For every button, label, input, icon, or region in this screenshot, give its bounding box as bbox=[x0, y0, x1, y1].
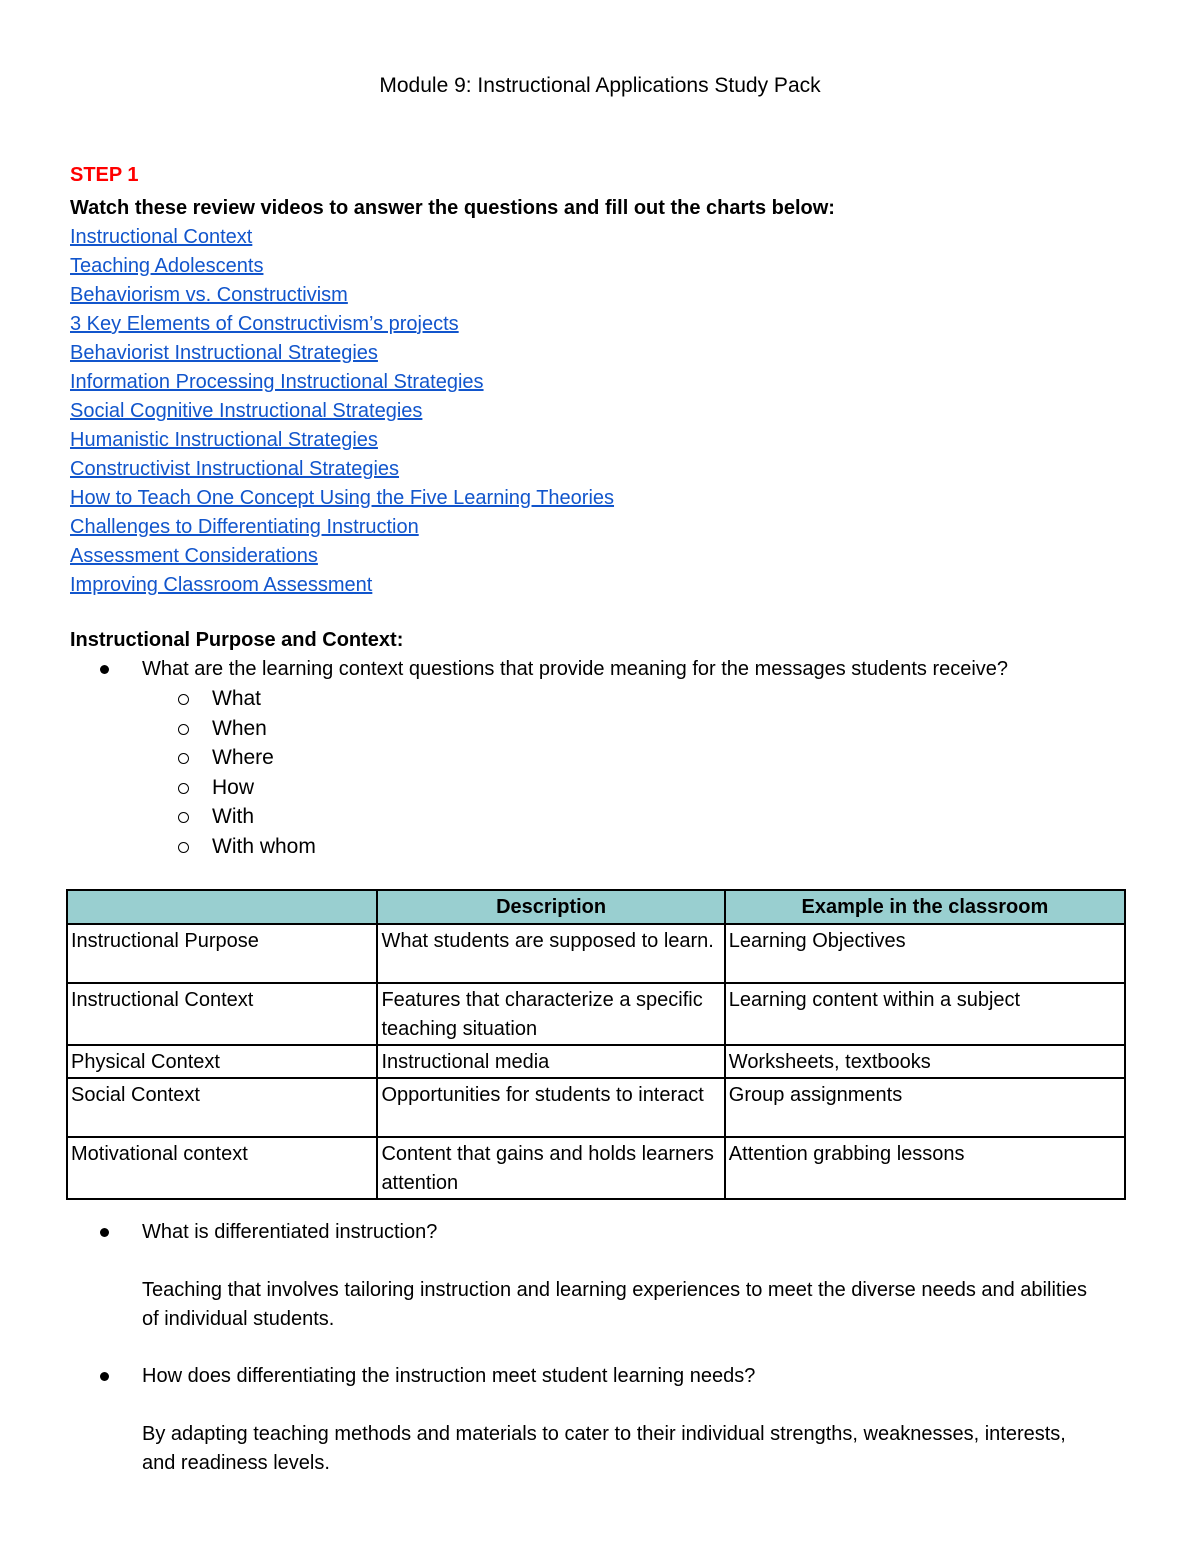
sub-item-text: What bbox=[212, 687, 262, 710]
bullet-icon bbox=[100, 665, 109, 674]
table-cell: Group assignments bbox=[725, 1078, 1125, 1137]
table-cell: Features that characterize a specific teaching situation bbox=[377, 983, 724, 1045]
answer-text: Teaching that involves tailoring instruction and learning experiences to meet the diverse needs and abilities of individual students. bbox=[142, 1279, 1088, 1330]
table-cell: Instructional media bbox=[377, 1045, 724, 1078]
table-row bbox=[67, 1045, 1125, 1078]
circle-bullet-icon bbox=[178, 753, 189, 764]
table-cell: Social Context bbox=[67, 1078, 377, 1137]
list-item bbox=[70, 456, 614, 485]
list-item bbox=[70, 282, 614, 311]
list-item bbox=[70, 398, 614, 427]
table-cell: Content that gains and holds learners attention bbox=[377, 1137, 724, 1199]
step-label: STEP 1 bbox=[70, 164, 139, 186]
list-item bbox=[70, 514, 614, 543]
link-five-learning-theories[interactable]: How to Teach One Concept Using the Five Learning Theories bbox=[70, 487, 615, 509]
link-instructional-context[interactable]: Instructional Context bbox=[70, 226, 253, 248]
table-cell: Motivational context bbox=[67, 1137, 377, 1199]
sub-item-text: When bbox=[212, 716, 267, 740]
link-key-elements-constructivism[interactable]: 3 Key Elements of Constructivism’s projects bbox=[70, 313, 459, 335]
table-cell: Learning Objectives bbox=[725, 924, 1125, 983]
table-header-cell: Description bbox=[377, 890, 724, 924]
intro-instruction: Watch these review videos to answer the questions and fill out the charts below: bbox=[70, 197, 835, 219]
link-information-processing-strategies[interactable]: Information Processing Instructional Strategies bbox=[70, 371, 484, 393]
list-item bbox=[70, 224, 614, 253]
table-cell: What students are supposed to learn. bbox=[377, 924, 724, 983]
table-header-cell bbox=[67, 890, 377, 924]
table-cell: Opportunities for students to interact bbox=[377, 1078, 724, 1137]
page-title: Module 9: Instructional Applications Study Pack bbox=[379, 74, 821, 97]
bullet-icon bbox=[100, 1372, 109, 1381]
link-improving-assessment[interactable]: Improving Classroom Assessment bbox=[70, 574, 373, 596]
table-cell: Worksheets, textbooks bbox=[725, 1045, 1125, 1078]
table-cell: Physical Context bbox=[67, 1045, 377, 1078]
list-item bbox=[70, 369, 614, 398]
video-link-list bbox=[70, 224, 614, 601]
list-item bbox=[70, 572, 614, 601]
table-header-cell: Example in the classroom bbox=[725, 890, 1125, 924]
section-heading: Instructional Purpose and Context: bbox=[70, 629, 404, 651]
sub-item-text: How bbox=[212, 775, 255, 799]
list-item bbox=[70, 543, 614, 572]
circle-bullet-icon bbox=[178, 812, 189, 823]
bullet-question-text: What are the learning context questions that provide meaning for the messages students receive? bbox=[142, 658, 1009, 680]
table-cell: Instructional Purpose bbox=[67, 924, 377, 983]
table-cell: Instructional Context bbox=[67, 983, 377, 1045]
link-humanistic-strategies[interactable]: Humanistic Instructional Strategies bbox=[70, 429, 378, 451]
list-item bbox=[70, 311, 614, 340]
list-item bbox=[70, 485, 614, 514]
table-cell: Learning content within a subject bbox=[725, 983, 1125, 1045]
list-item bbox=[70, 340, 614, 369]
table-header-row bbox=[67, 890, 1125, 924]
link-constructivist-strategies[interactable]: Constructivist Instructional Strategies bbox=[70, 458, 400, 480]
circle-bullet-icon bbox=[178, 783, 189, 794]
table-row bbox=[67, 1078, 1125, 1137]
sub-item-text: With whom bbox=[212, 834, 316, 858]
table-row bbox=[67, 924, 1125, 983]
link-challenges-differentiating[interactable]: Challenges to Differentiating Instruction bbox=[70, 516, 419, 538]
answer-text: By adapting teaching methods and materials to cater to their individual strengths, weaknesses, interests, and readiness levels. bbox=[142, 1423, 1066, 1474]
sub-item-text: Where bbox=[212, 746, 274, 770]
circle-bullet-icon bbox=[178, 724, 189, 735]
list-item bbox=[70, 427, 614, 456]
list-item bbox=[70, 253, 614, 282]
circle-bullet-icon bbox=[178, 694, 189, 705]
context-table bbox=[66, 889, 1126, 1200]
bullet-icon bbox=[100, 1228, 109, 1237]
circle-bullet-icon bbox=[178, 842, 189, 853]
sub-item-text: With bbox=[212, 805, 254, 829]
link-behaviorist-strategies[interactable]: Behaviorist Instructional Strategies bbox=[70, 342, 378, 364]
bullet-question-text: How does differentiating the instruction meet student learning needs? bbox=[142, 1365, 756, 1387]
table-row bbox=[67, 1137, 1125, 1199]
link-social-cognitive-strategies[interactable]: Social Cognitive Instructional Strategies bbox=[70, 400, 423, 422]
table-cell: Attention grabbing lessons bbox=[725, 1137, 1125, 1199]
bullet-question-text: What is differentiated instruction? bbox=[142, 1221, 438, 1243]
link-assessment-considerations[interactable]: Assessment Considerations bbox=[70, 545, 318, 567]
link-behaviorism-vs-constructivism[interactable]: Behaviorism vs. Constructivism bbox=[70, 284, 348, 306]
link-teaching-adolescents[interactable]: Teaching Adolescents bbox=[70, 255, 264, 277]
table-row bbox=[67, 983, 1125, 1045]
